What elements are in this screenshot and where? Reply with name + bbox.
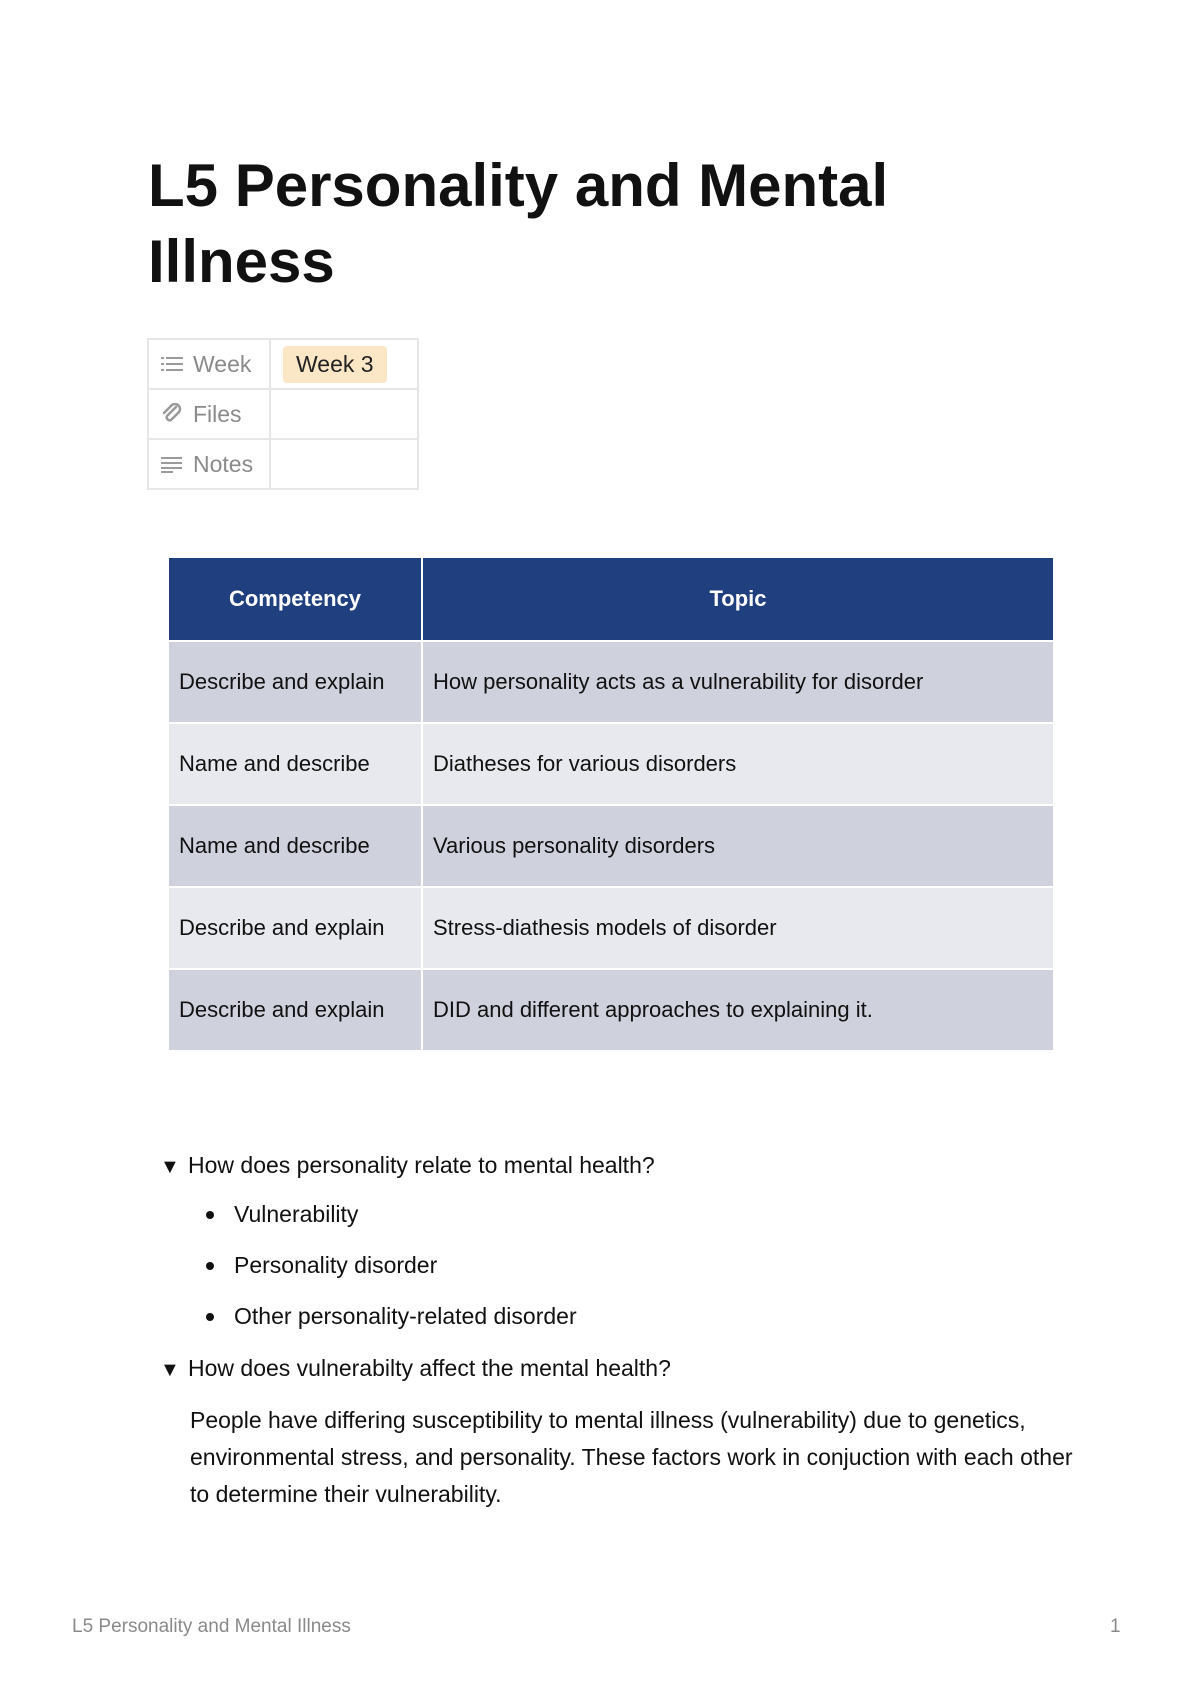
topic-cell: Stress-diathesis models of disorder xyxy=(422,887,1054,969)
list-item: Personality disorder xyxy=(204,1245,577,1296)
topic-cell: How personality acts as a vulnerability for disorder xyxy=(422,641,1054,723)
page-number: 1 xyxy=(1110,1616,1121,1637)
toggle-question: How does personality relate to mental health? xyxy=(188,1152,655,1178)
list-item: Vulnerability xyxy=(204,1194,577,1245)
header-competency: Competency xyxy=(168,557,422,641)
property-value-cell[interactable] xyxy=(270,339,418,389)
property-value-cell[interactable] xyxy=(270,439,418,489)
toggle-personality-mental-health[interactable] xyxy=(160,1152,655,1179)
toggle-question: How does vulnerabilty affect the mental health? xyxy=(188,1355,671,1381)
property-label: Files xyxy=(193,400,242,427)
competency-table xyxy=(167,556,1055,1052)
property-value-cell[interactable] xyxy=(270,389,418,439)
list-item: Other personality-related disorder xyxy=(204,1296,577,1347)
property-row-notes xyxy=(148,439,418,489)
week-tag[interactable]: Week 3 xyxy=(283,346,387,383)
footer-title: L5 Personality and Mental Illness xyxy=(72,1616,351,1637)
paperclip-icon xyxy=(161,403,183,425)
header-topic: Topic xyxy=(422,557,1054,641)
table-header-row xyxy=(168,557,1054,641)
competency-cell: Name and describe xyxy=(168,723,422,805)
topic-cell: DID and different approaches to explaining it. xyxy=(422,969,1054,1051)
property-label: Week xyxy=(193,350,252,377)
topic-cell: Diatheses for various disorders xyxy=(422,723,1054,805)
table-row xyxy=(168,969,1054,1051)
property-row-week xyxy=(148,339,418,389)
list-icon xyxy=(161,355,183,373)
property-label: Notes xyxy=(193,450,254,477)
topic-cell: Various personality disorders xyxy=(422,805,1054,887)
property-label-cell xyxy=(148,439,270,489)
property-label-cell xyxy=(148,389,270,439)
table-row xyxy=(168,723,1054,805)
properties-table xyxy=(147,338,419,490)
text-lines-icon xyxy=(161,455,183,473)
table-row xyxy=(168,887,1054,969)
toggle-triangle-icon[interactable]: ▼ xyxy=(160,1359,180,1381)
table-row xyxy=(168,641,1054,723)
competency-cell: Describe and explain xyxy=(168,887,422,969)
table-row xyxy=(168,805,1054,887)
competency-cell: Describe and explain xyxy=(168,641,422,723)
competency-cell: Describe and explain xyxy=(168,969,422,1051)
page-title: L5 Personality and Mental Illness xyxy=(148,152,889,295)
toggle-triangle-icon[interactable]: ▼ xyxy=(160,1156,180,1178)
property-row-files xyxy=(148,389,418,439)
competency-cell: Name and describe xyxy=(168,805,422,887)
property-label-cell xyxy=(148,339,270,389)
toggle-vulnerability[interactable] xyxy=(160,1355,671,1382)
bullet-list xyxy=(204,1194,577,1347)
toggle-body-text: People have differing susceptibility to mental illness (vulnerability) due to genetics, environmental stress, and personality. These factors work in conjuction with each other to determine their vulnerability. xyxy=(190,1407,1073,1507)
